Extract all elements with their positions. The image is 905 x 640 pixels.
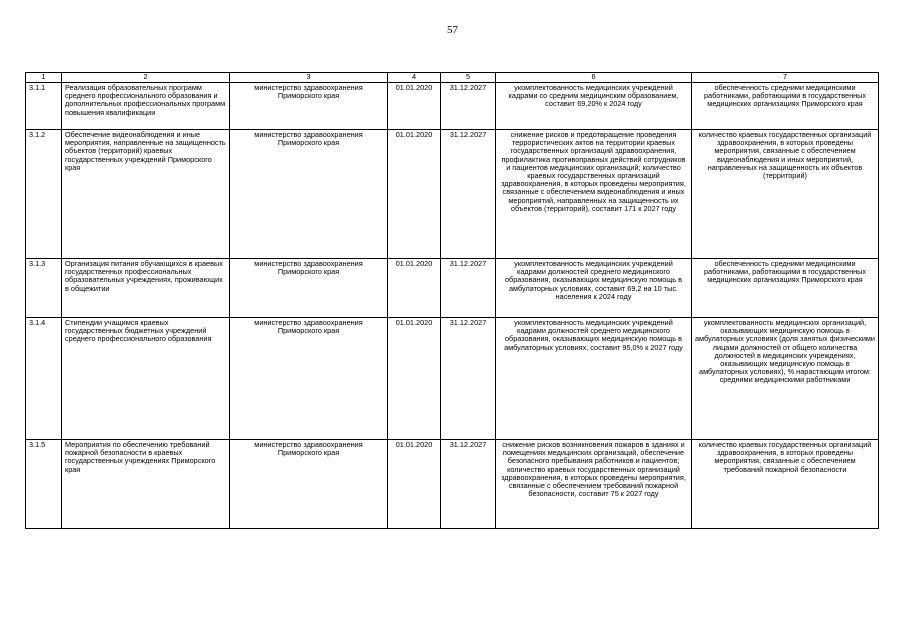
table-row (26, 130, 879, 259)
expected-result: снижение рисков возникновения пожаров в зданиях и помещениях медицинских организаций, обеспечение безопасного пребывания работников и пациентов; количество краевых государственных организаций здравоохранения, в которых проведены мероприятия, связанные с обеспечением требований пожарной безопасности, составит 75 к 2027 году (496, 440, 692, 529)
end-date: 31.12.2027 (441, 259, 496, 318)
activity-name: Организация питания обучающихся в краевых государственных профессиональных образовательных учреждениях, проживающих в общежитии (62, 259, 230, 318)
row-number: 3.1.3 (26, 259, 62, 318)
expected-result: укомплектованность медицинских учреждений кадрами должностей среднего медицинского образования, оказывающих медицинскую помощь в амбулаторных условиях, составит 69,2 на 10 тыс. населения к 2024 году (496, 259, 692, 318)
activity-name: Обеспечение видеонаблюдения и иные мероприятия, направленные на защищенность объектов (территорий) краевых государственных учреждений Приморского края (62, 130, 230, 259)
executor: министерство здравоохранения Приморского края (230, 259, 388, 318)
start-date: 01.01.2020 (388, 440, 441, 529)
executor: министерство здравоохранения Приморского края (230, 130, 388, 259)
column-header: 2 (62, 73, 230, 83)
row-number: 3.1.5 (26, 440, 62, 529)
column-header: 3 (230, 73, 388, 83)
start-date: 01.01.2020 (388, 83, 441, 130)
row-number: 3.1.2 (26, 130, 62, 259)
row-number: 3.1.1 (26, 83, 62, 130)
indicator: количество краевых государственных организаций здравоохранения, в которых проведены мероприятия, связанные с обеспечением видеонаблюдения и иных мероприятий, направленных на защищенность их объектов (территорий) (692, 130, 879, 259)
start-date: 01.01.2020 (388, 130, 441, 259)
column-header: 5 (441, 73, 496, 83)
indicator: количество краевых государственных организаций здравоохранения, в которых проведены мероприятия, связанные с обеспечением требований пожарной безопасности (692, 440, 879, 529)
indicator: обеспеченность средними медицинскими работниками, работающими в государственных медицинских организациях Приморского края (692, 83, 879, 130)
table-row (26, 83, 879, 130)
end-date: 31.12.2027 (441, 83, 496, 130)
executor: министерство здравоохранения Приморского края (230, 83, 388, 130)
expected-result: укомплектованность медицинских учреждений кадрами должностей среднего медицинского образования, оказывающих медицинскую помощь в амбулаторных условиях, составит 95,0% к 2027 году (496, 318, 692, 440)
column-header: 7 (692, 73, 879, 83)
executor: министерство здравоохранения Приморского края (230, 440, 388, 529)
header-row (26, 73, 879, 83)
column-header: 4 (388, 73, 441, 83)
column-header: 6 (496, 73, 692, 83)
start-date: 01.01.2020 (388, 318, 441, 440)
executor: министерство здравоохранения Приморского края (230, 318, 388, 440)
end-date: 31.12.2027 (441, 440, 496, 529)
indicator: укомплектованность медицинских организаций, оказывающих медицинскую помощь в амбулаторных условиях (доля занятых физическими лицами должностей от общего количества должностей в медицинских учреждениях, оказывающих медицинскую помощь в амбулаторных условиях), % нарастающим итогом: средними медицинскими работниками (692, 318, 879, 440)
table-row (26, 440, 879, 529)
column-header: 1 (26, 73, 62, 83)
end-date: 31.12.2027 (441, 318, 496, 440)
page-number: 57 (447, 24, 458, 36)
expected-result: снижение рисков и предотвращение проведения террористических актов на территории краевых государственных организаций здравоохранения, профилактика противоправных действий сотрудников и пациентов медицинских организаций; количество краевых государственных организаций здравоохранения, в которых проведены мероприятия, связанные с обеспечением видеонаблюдения и иных мероприятий, направленных на защищенность их объектов (территорий), составит 171 к 2027 году (496, 130, 692, 259)
activity-name: Реализация образовательных программ среднего профессионального образования и дополнительных профессиональных программ повышения квалификации (62, 83, 230, 130)
activity-name: Мероприятия по обеспечению требований пожарной безопасности в краевых государственных учреждениях Приморского края (62, 440, 230, 529)
indicator: обеспеченность средними медицинскими работниками, работающими в государственных медицинских организациях Приморского края (692, 259, 879, 318)
program-table (25, 72, 879, 529)
activity-name: Стипендии учащимся краевых государственных бюджетных учреждений среднего профессионального образования (62, 318, 230, 440)
table-row (26, 259, 879, 318)
row-number: 3.1.4 (26, 318, 62, 440)
expected-result: укомплектованность медицинских учреждений кадрами со средним медицинским образованием, составит 69,20% к 2024 году (496, 83, 692, 130)
end-date: 31.12.2027 (441, 130, 496, 259)
table-row (26, 318, 879, 440)
start-date: 01.01.2020 (388, 259, 441, 318)
